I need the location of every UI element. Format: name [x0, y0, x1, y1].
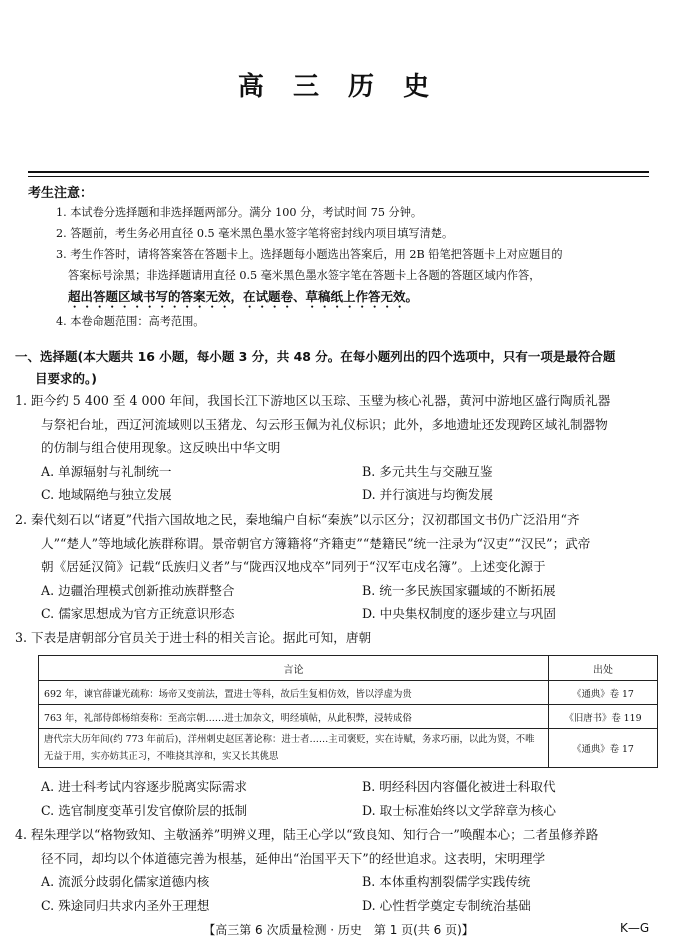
quote-table	[38, 655, 658, 768]
table-row	[39, 705, 658, 729]
table-cell-quote: 唐代宗大历年间(约 773 年前后)，洋州刺史赵匡著论称：进士者……主司褒贬，实在诗赋，务求巧丽，以此为贤，不唯无益于用，实亦妨其正习，不唯挠其淳和，实又长其佻思	[39, 729, 549, 768]
table-header-row	[39, 656, 658, 681]
question-2	[15, 508, 663, 626]
question-3-options	[15, 775, 663, 822]
notice-item: 答案标号涂黑；非选择题请用直径 0.5 毫米黑色墨水签字笔在答题卡上各题的答题区域内作答，	[68, 269, 541, 282]
question-4	[15, 823, 663, 917]
exam-code: K—G	[620, 921, 650, 935]
table-header: 言论	[39, 656, 549, 681]
question-stem: 人”“楚人”等地域化族群称谓。景帝朝官方簿籍将“齐籍吏”“楚籍民”统一注录为“汉吏”“汉民”；武帝	[41, 535, 591, 551]
section-line: 目要求的。)	[35, 371, 97, 386]
question-stem: 径不同，却均以个体道德完善为根基，延伸出“治国平天下”的经世追求。这表明，宋明理学	[41, 850, 546, 866]
section-line: 一、选择题(本大题共 16 小题，每小题 3 分，共 48 分。在每小题列出的四个选项中，只有一项是最符合题	[15, 349, 616, 364]
divider-thin	[28, 176, 649, 177]
question-stem: 与祭祀台址，西辽河流域则以玉猪龙、勾云形玉佩为礼仪标识；此外，多地遗址还发现跨区域礼制器物	[41, 416, 608, 432]
option-b[interactable]: B. 统一多民族国家疆域的不断拓展	[362, 582, 556, 598]
question-stem: 1. 距今约 5 400 至 4 000 年间，我国长江下游地区以玉琮、玉璧为核心礼器，黄河中游地区盛行陶质礼器	[15, 393, 611, 408]
option-b[interactable]: B. 本体重构割裂儒学实践传统	[362, 874, 531, 889]
page-footer: 【高三第 6 次质量检测 · 历史 第 1 页(共 6 页)】	[203, 923, 474, 937]
notice-item: 3. 考生作答时，请将答案答在答题卡上。选择题每小题选出答案后，用 2B 铅笔把答题卡上对应题目的	[56, 248, 563, 261]
option-a[interactable]: A. 进士科考试内容逐步脱离实际需求	[41, 779, 248, 794]
table-cell-source: 《旧唐书》卷 119	[549, 705, 658, 729]
question-stem: 4. 程朱理学以“格物致知、主敬涵养”明辨义理，陆王心学以“致良知、知行合一”唤醒本心；二者虽修养路	[15, 827, 599, 842]
option-b[interactable]: B. 多元共生与交融互鉴	[362, 463, 493, 479]
table-row	[39, 681, 658, 705]
question-stem: 3. 下表是唐朝部分官员关于进士科的相关言论。据此可知，唐朝	[15, 630, 372, 645]
notice-heading: 考生注意：	[28, 186, 94, 201]
option-b[interactable]: B. 明经科因内容僵化被进士科取代	[362, 779, 556, 794]
notice-item: 1. 本试卷分选择题和非选择题两部分。满分 100 分，考试时间 75 分钟。	[56, 206, 423, 219]
notice-item: 4. 本卷命题范围：高考范围。	[56, 315, 205, 328]
option-a[interactable]: A. 单源辐射与礼制统一	[41, 463, 172, 479]
question-stem: 2. 秦代刻石以“诸夏”代指六国故地之民，秦地编户自标“秦族”以示区分；汉初郡国文书仍广泛沿用“齐	[15, 512, 580, 527]
table-cell-source: 《通典》卷 17	[549, 729, 658, 768]
question-1	[15, 389, 663, 507]
option-a[interactable]: A. 边疆治理模式创新推动族群整合	[41, 582, 235, 598]
table-cell-quote: 692 年，谏官薛谦光疏称：场帝又变前法，置进士等科，故后生复相仿效，皆以浮虚为贵	[39, 681, 549, 705]
option-a[interactable]: A. 流派分歧弱化儒家道德内核	[41, 874, 210, 889]
option-c[interactable]: C. 儒家思想成为官方正统意识形态	[41, 606, 235, 621]
table-cell-source: 《通典》卷 17	[549, 681, 658, 705]
option-d[interactable]: D. 中央集权制度的逐步建立与巩固	[362, 606, 556, 621]
question-stem: 的仿制与组合使用现象。这反映出中华文明	[41, 440, 281, 455]
divider-thick	[28, 171, 649, 173]
question-stem: 朝《居延汉简》记载“氐族归义者”与“陇西汉地戍卒”同列于“汉军屯戍名簿”。上述变化源于	[41, 559, 546, 574]
table-cell-quote: 763 年，礼部侍郎杨绾奏称：至高宗朝……进士加杂文，明经填帖，从此积弊，浸转成俗	[39, 705, 549, 729]
exam-title: 高 三 历 史	[237, 72, 440, 102]
section-heading	[15, 346, 665, 390]
option-c[interactable]: C. 殊途同归共求内圣外王理想	[41, 897, 210, 913]
table-row	[39, 729, 658, 768]
option-c[interactable]: C. 选官制度变革引发官僚阶层的抵制	[41, 802, 248, 818]
option-d[interactable]: D. 心性哲学奠定专制统治基础	[362, 897, 531, 913]
option-d[interactable]: D. 取士标准始终以文学辞章为核心	[362, 802, 556, 818]
notice-item-emphasis: 超出答题区域书写的答案无效，在试题卷、草稿纸上作答无效。	[68, 289, 419, 304]
table-header: 出处	[549, 656, 658, 681]
notice-item: 2. 答题前，考生务必用直径 0.5 毫米黑色墨水签字笔将密封线内项目填写清楚。	[56, 227, 454, 240]
option-c[interactable]: C. 地域隔绝与独立发展	[41, 487, 172, 502]
question-3	[15, 626, 663, 650]
option-d[interactable]: D. 并行演进与均衡发展	[362, 487, 493, 502]
notice-list	[56, 202, 651, 332]
